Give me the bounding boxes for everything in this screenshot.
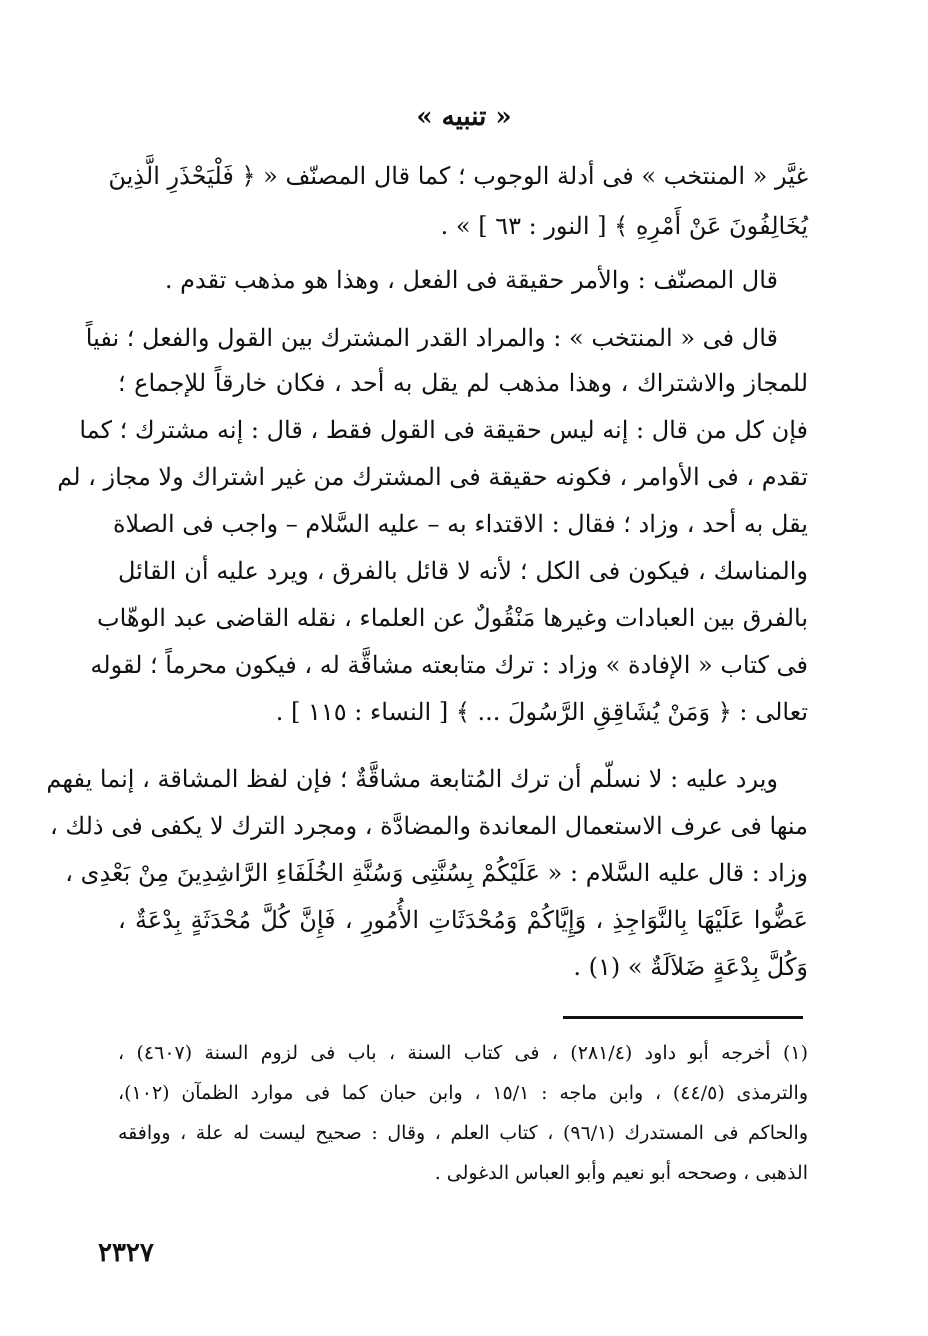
body-line: وزاد : قال عليه السَّلام : « عَلَيْكُمْ بِسُنَّتِى وَسُنَّةِ الخُلَفَاءِ الرَّاشِدِينَ مِنْ بَعْدِى ، bbox=[65, 859, 808, 887]
page-number: ٢٣٢٧ bbox=[98, 1238, 154, 1268]
body-line: منها فى عرف الاستعمال المعاندة والمضادَّة ، ومجرد الترك لا يكفى فى ذلك ، bbox=[50, 812, 808, 840]
body-line: والمناسك ، فيكون فى الكل ؛ لأنه لا قائل بالفرق ، ويرد عليه أن القائل bbox=[118, 557, 808, 585]
footnote-line: (١) أخرجه أبو داود (٢٨١/٤) ، فى كتاب السنة ، باب فى لزوم السنة (٤٦٠٧) ، bbox=[118, 1042, 808, 1064]
body-line: تقدم ، فى الأوامر ، فكونه حقيقة فى المشترك من غير اشتراك ولا مجاز ، لم bbox=[57, 463, 808, 491]
body-line: وَكُلَّ بِدْعَةٍ ضَلاَلَةٌ » (١) . bbox=[573, 953, 808, 981]
body-line: تعالى : ﴿ وَمَنْ يُشَاقِقِ الرَّسُولَ ... ﴾ [ النساء : ١١٥ ] . bbox=[275, 698, 808, 726]
footnote-line: والحاكم فى المستدرك (٩٦/١) ، كتاب العلم ، وقال : صحيح ليست له علة ، ووافقه bbox=[118, 1122, 809, 1144]
body-line: يُخَالِفُونَ عَنْ أَمْرِهِ ﴾ [ النور : ٦٣ ] » . bbox=[440, 212, 808, 240]
body-line: غيَّر « المنتخب » فى أدلة الوجوب ؛ كما قال المصنّف « ﴿ فَلْيَحْذَرِ الَّذِينَ bbox=[108, 162, 808, 190]
footnote-separator bbox=[563, 1016, 803, 1019]
body-line: يقل به أحد ، وزاد ؛ فقال : الاقتداء به – عليه السَّلام – واجب فى الصلاة bbox=[112, 510, 808, 538]
body-line: عَضُّوا عَلَيْهَا بِالنَّوَاجِذِ ، وَإِيَّاكُمْ وَمُحْدَثَاتِ الأُمُورِ ، فَإِنَّ كُلَّ مُحْدَثَةٍ بِدْعَةٌ ، bbox=[118, 906, 808, 934]
body-line: قال المصنّف : والأمر حقيقة فى الفعل ، وهذا هو مذهب تقدم . bbox=[164, 266, 778, 294]
body-line: فإن كل من قال : إنه ليس حقيقة فى القول فقط ، قال : إنه مشترك ؛ كما bbox=[79, 416, 808, 444]
footnote-line: والترمذى (٤٤/٥) ، وابن ماجه : ١٥/١ ، وابن حبان كما فى موارد الظمآن (١٠٢)، bbox=[118, 1082, 808, 1104]
body-line: للمجاز والاشتراك ، وهذا مذهب لم يقل به أحد ، فكان خارقاً للإجماع ؛ bbox=[118, 369, 808, 397]
body-line: بالفرق بين العبادات وغيرها مَنْقُولٌ عن العلماء ، نقله القاضى عبد الوهّاب bbox=[96, 604, 808, 632]
body-line: فى كتاب « الإفادة » وزاد : ترك متابعته مشاقَّة له ، فيكون محرماً ؛ لقوله bbox=[90, 651, 808, 679]
section-heading: « تنبيه » bbox=[416, 102, 512, 132]
body-line: ويرد عليه : لا نسلّم أن ترك المُتابعة مشاقَّةٌ ؛ فإن لفظ المشاقة ، إنما يفهم bbox=[46, 765, 778, 793]
footnote-line: الذهبى ، وصححه أبو نعيم وأبو العباس الدغولى . bbox=[434, 1162, 808, 1184]
body-line: قال فى « المنتخب » : والمراد القدر المشترك بين القول والفعل ؛ نفياً bbox=[85, 324, 778, 352]
